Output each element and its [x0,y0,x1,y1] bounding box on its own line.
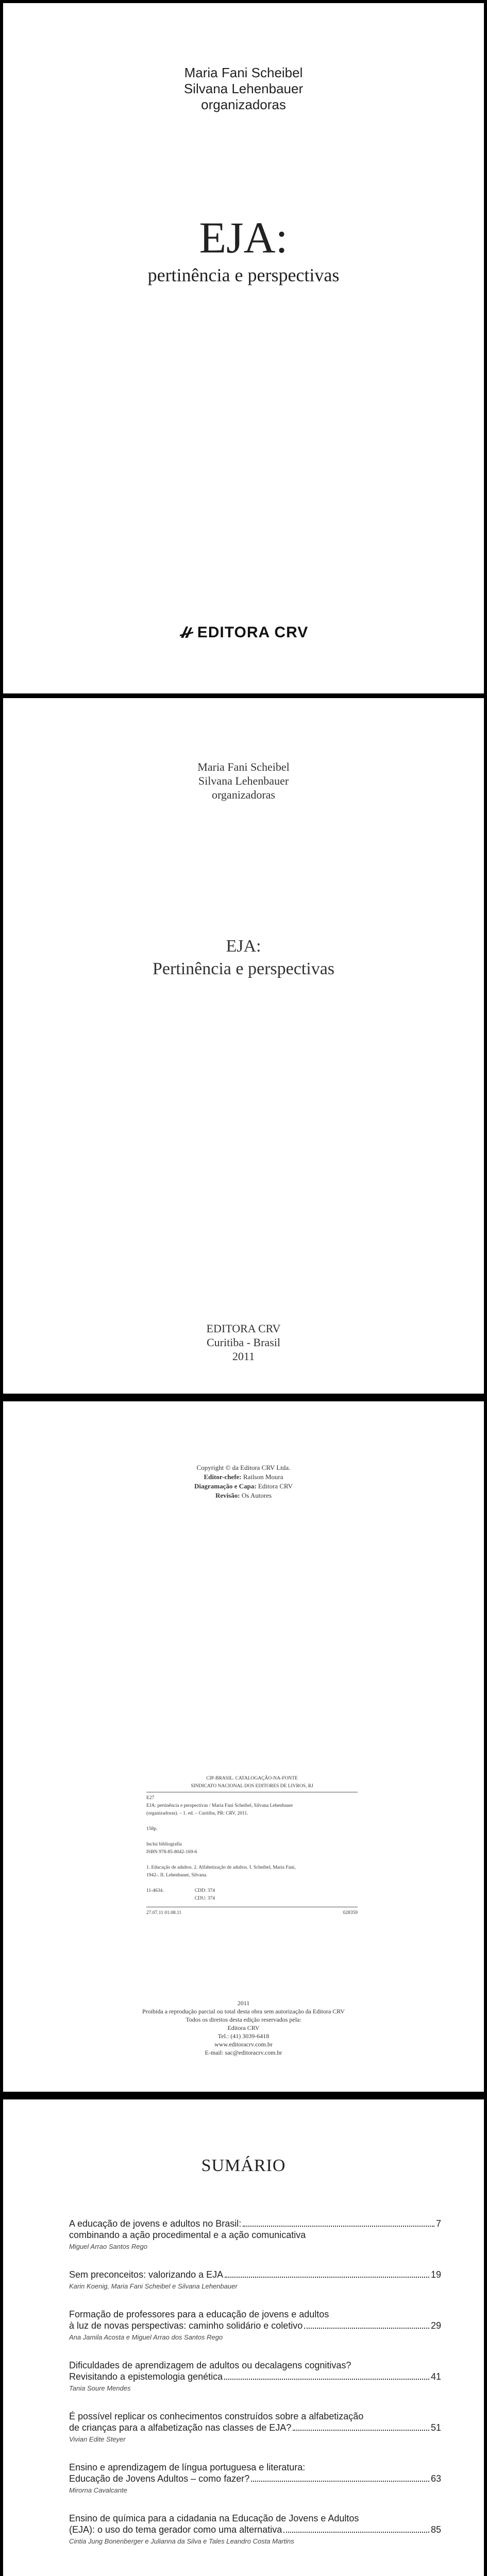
toc-page-number: 51 [430,2422,441,2433]
cover-title: EJA: [199,213,288,262]
toc-entry-title: à luz de novas perspectivas: caminho solidário e coletivo [69,2320,303,2331]
cip-catalog-card [146,1775,358,1917]
toc-entry-title: É possível replicar os conhecimentos construídos sobre a alfabetização [69,2411,364,2421]
toc-entry[interactable] [69,2513,441,2546]
toc-entry-authors: Cintia Jung Bonenberger e Julianna da Silva e Tales Leandro Costa Martins [69,2537,294,2545]
toc-entry-authors: Ana Jamila Acosta e Miguel Arrao dos Santos Rego [69,2333,223,2341]
author-name: Maria Fani Scheibel [184,65,303,80]
cip-code: 028359 [343,1910,358,1916]
credit-value: Os Autores [241,1492,272,1499]
toc-entry[interactable] [69,2462,441,2495]
author-name: Silvana Lehenbauer [198,774,289,787]
cip-dates: 27.07.11 01.08.11 [146,1910,182,1916]
rights-line: Tel.: (41) 3039-6418 [217,2032,270,2040]
credit-value: Editora CRV [258,1482,293,1490]
toc-entry-authors: Miguel Arrao Santos Rego [69,2243,147,2250]
toc-entry-title: A educação de jovens e adultos no Brasil: [69,2218,242,2229]
toc-entry-title-line [69,2524,441,2535]
cip-heading: CIP-BRASIL. CATALOGAÇÃO-NA-FONTE [206,1776,298,1781]
toc-page-number: 63 [430,2473,441,2484]
dot-leader [283,2532,429,2533]
toc-entry-title: combinando a ação procedimental e a ação comunicativa [69,2230,306,2240]
spacer [146,1856,358,1864]
credit-value: Railson Moura [243,1473,283,1481]
dot-leader [251,2481,429,2482]
toc-page-number: 7 [435,2218,441,2229]
cip-line: 1. Educação de adultos. 2. Alfabetização de adultos. I. Scheibel, Maria Fani, [146,1865,296,1870]
author-role: organizadoras [201,97,286,112]
publisher-city: Curitiba - Brasil [207,1336,280,1349]
cip-line: 1942-. II. Lehenbauer, Silvana. [146,1873,208,1878]
toc-entry-title: Sem preconceitos: valorizando a EJA [69,2269,224,2280]
contents-page [3,2099,484,2576]
toc-page-number: 29 [430,2320,441,2331]
copyright-page [3,1401,484,2092]
publisher-logo [3,624,484,641]
toc-entry-title-line [69,2371,441,2382]
toc-entry-title: Revisitando a epistemologia genética [69,2371,223,2382]
title-line: EJA: [226,937,261,956]
spacer [146,1818,358,1825]
title-page [3,698,484,1394]
cip-cdd-cdu [195,1887,215,1903]
toc-entry-title-line [69,2422,441,2433]
logo-text: EDITORA CRV [197,624,309,641]
cip-line: EJA: pertinência e perspectivas / Maria Fani Scheibel, Silvana Lehenbauer [146,1803,293,1808]
toc-entry-title: Ensino de química para a cidadania na Educação de Jovens e Adultos [69,2513,359,2523]
credit-line [3,1472,484,1482]
toc-entry-title: Educação de Jovens Adultos – como fazer? [69,2473,250,2484]
cip-line: E27 [146,1795,155,1801]
rights-line: 2011 [237,1999,250,2007]
crv-logo-icon [179,624,194,640]
toc-entry-title: (EJA): o uso do tema gerador como uma alternativa [69,2524,282,2535]
dot-leader [225,2277,429,2278]
credit-label: Diagramação e Capa: [194,1482,257,1490]
credit-line [3,1491,484,1500]
cip-line: Inclui bibliografia [146,1842,182,1847]
toc-entry-title: Formação de professores para a educação de jovens e adultos [69,2309,329,2319]
toc-entry-authors: Mirorna Cavalcante [69,2486,127,2494]
rights-line: Todos os direitos desta edição reservados pela: [186,2016,301,2023]
cip-cdu: CDU: 374 [194,1896,215,1901]
spacer [146,1833,358,1841]
credit-label: Revisão: [215,1492,240,1499]
cip-classification [146,1887,358,1903]
contents-heading: SUMÁRIO [201,2156,286,2175]
credit-label: Editor-chefe: [204,1473,242,1481]
rights-line: Editora CRV [227,2024,260,2031]
cip-number: 11-4634. [146,1888,164,1893]
toc-entry[interactable] [69,2411,441,2444]
rights-line: E-mail: sac@editoracrv.com.br [205,2049,282,2056]
toc-entry-authors: Karin Koenig, Maria Fani Scheibel e Silvana Lehenbauer [69,2282,238,2290]
toc-entry-title: Ensino e aprendizagem de língua portuguesa e literatura: [69,2462,306,2472]
copyright-line: Copyright © da Editora CRV Ltda. [196,1464,291,1471]
rights-line: Proibida a reprodução parcial ou total desta obra sem autorização da Editora CRV [142,2008,345,2015]
cip-cdd: CDD: 374 [194,1888,215,1893]
cover-authors [3,65,484,113]
title-page-authors [3,760,484,802]
toc-page-number: 19 [430,2269,441,2280]
toc-entry-title-line [69,2473,441,2484]
toc-entry[interactable] [69,2309,441,2342]
toc-entry[interactable] [69,2360,441,2393]
cip-line: (organizadoras). – 1. ed. – Curitiba, PR: CRV, 2011. [146,1811,248,1816]
rights-block [3,1999,484,2057]
toc-entry-title-line [69,2218,441,2229]
author-name: Maria Fani Scheibel [197,760,290,773]
author-name: Silvana Lehenbauer [183,81,304,96]
toc-entry-title: Dificuldades de aprendizagem de adultos ou decalagens cognitivas? [69,2360,351,2370]
publisher-block [3,1321,484,1363]
cip-line: ISBN 978-85-8042-169-6 [146,1850,197,1855]
toc-entry-title-line [69,2320,441,2331]
publisher-name: EDITORA CRV [206,1322,281,1335]
dot-leader [224,2379,429,2380]
title-line: Pertinência e perspectivas [152,959,335,978]
toc-entry-title-line [69,2269,441,2280]
rights-line: www.editoracrv.com.br [214,2041,273,2048]
credits-block [3,1463,484,1500]
dot-leader [243,2226,434,2227]
cip-line: 158p. [146,1826,158,1832]
dot-leader [304,2328,429,2329]
toc-entry-authors: Vivian Edite Steyer [69,2435,126,2443]
cover-page [3,3,484,693]
toc-entry[interactable] [69,2269,441,2291]
toc-page-number: 85 [430,2524,441,2535]
toc-entry-title: de crianças para a alfabetização nas classes de EJA? [69,2422,292,2433]
spacer [146,1879,358,1887]
credit-line [3,1482,484,1491]
dot-leader [293,2430,429,2431]
cip-heading: SINDICATO NACIONAL DOS EDITORES DE LIVROS, RJ [191,1784,313,1789]
publisher-year: 2011 [232,1350,255,1363]
title-page-title [3,935,484,980]
cip-footer [146,1909,358,1917]
toc-entry[interactable] [69,2218,441,2251]
toc-entry-authors: Tania Soure Mendes [69,2384,131,2392]
cover-subtitle: pertinência e perspectivas [147,265,340,285]
author-role: organizadoras [212,788,275,801]
toc-page-number: 41 [430,2371,441,2382]
toc-list [69,2218,441,2564]
